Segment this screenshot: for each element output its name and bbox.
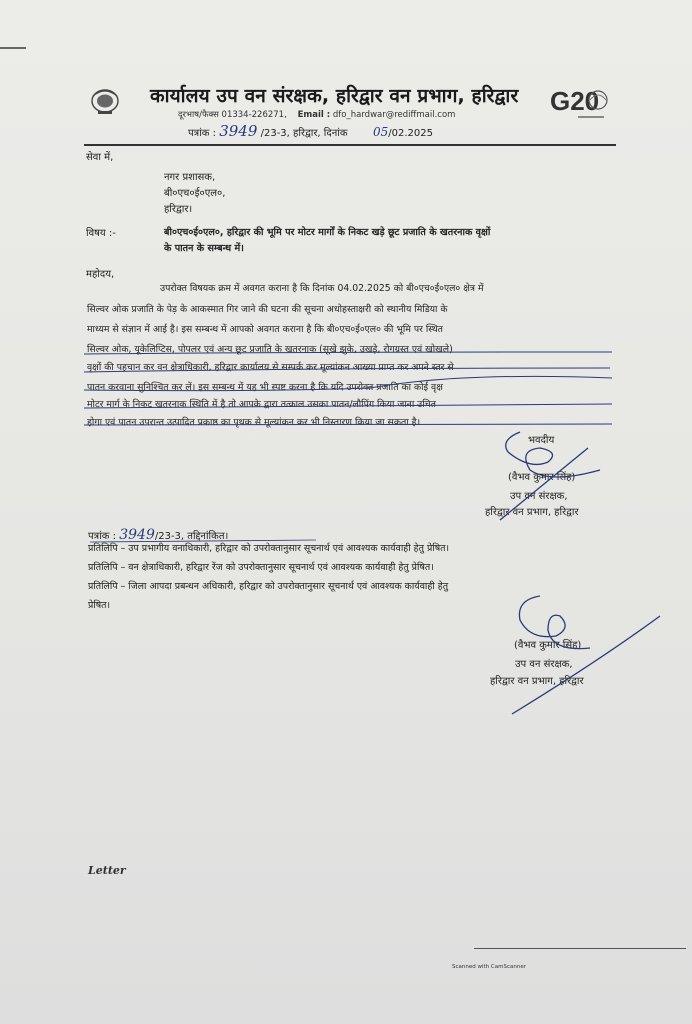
signatory-designation-2: उप वन संरक्षक, (515, 659, 573, 670)
copy-line: प्रतिलिपि – उप प्रभागीय वनाधिकारी, हरिद्वार को उपरोक्तानुसार सूचनार्थ एवं आवश्यक कार्यवाही हेतु प्रेषित। (88, 543, 450, 554)
copy-ref-suffix: /23-3, तद्दिनांकित। (154, 531, 229, 542)
scanner-rule (474, 948, 686, 949)
contact-line (178, 109, 455, 120)
phone-number: 01334-226271, (221, 110, 287, 120)
copy-line: प्रतिलिपि – वन क्षेत्राधिकारी, हरिद्वार रेंज को उपरोक्तानुसार सूचनार्थ एवं आवश्यक कार्यवाही हेतु प्रेषित। (88, 562, 434, 573)
copy-line: प्रेषित। (88, 600, 111, 611)
ref-suffix: /23-3, हरिद्वार, दिनांक (260, 128, 348, 139)
body-line: वृक्षों की पहचान कर वन क्षेत्राधिकारी, हरिद्वार कार्यालय से सम्पर्क कर मूल्यांकन आख्या प्राप्त कर अपने स्तर से (87, 362, 454, 373)
body-line: मोटर मार्ग के निकट खतरनाक स्थिति में है तो आपके द्वारा तत्काल उसका पातन/लौपिंग किया जाना उचित (87, 399, 436, 410)
body-line: सिल्वर ओक, यूकेलिप्टिस, पोपलर एवं अन्य छूट प्रजाति के खतरनाक (सूखे झुके, उखड़े, रोगग्रस्त एवं खोखले) (87, 344, 453, 355)
body-line: माध्यम से संज्ञान में आई है। इस सम्बन्ध में आपको अवगत कराना है कि बी०एच०ई०एल० की भूमि पर स्थित (87, 324, 443, 335)
signatory-name-2: (वैभव कुमार सिंह) (514, 640, 582, 651)
recipient-line: नगर प्रशासक, (164, 172, 216, 183)
salutation-to: सेवा में, (86, 152, 114, 163)
signatory-designation: उप वन संरक्षक, (510, 491, 568, 502)
office-title: कार्यालय उप वन संरक्षक, हरिद्वार वन प्रभाग, हरिद्वार (150, 85, 519, 107)
header-rule (84, 144, 616, 146)
ref-label: पत्रांक : (188, 128, 217, 139)
date-handwritten: 05 (372, 125, 389, 139)
body-line: होगा एवं पातन उपरान्त उत्पादित प्रकाष्ठ का पृथक से मूल्यांकन कर भी निस्तारण किया जा सकता है। (87, 417, 421, 428)
g20-logo (548, 80, 612, 124)
subject-line: बी०एच०ई०एल०, हरिद्वार की भूमि पर मोटर मार्गों के निकट खड़े छूट प्रजाति के खतरनाक वृक्षों (164, 227, 491, 238)
recipient-line: हरिद्वार। (164, 204, 193, 215)
recipient-line: बी०एच०ई०एल०, (164, 188, 226, 199)
signatory-name: (वैभव कुमार सिंह) (508, 472, 576, 483)
copy-ref-number-handwritten: 3949 (119, 527, 155, 543)
subject-label: विषय :- (86, 228, 116, 239)
body-line: पातन करवाना सुनिश्चित कर लें। इस सम्बन्ध में यह भी स्पष्ट करना है कि यदि उपरोक्त प्रजाति का कोई वृक्ष (87, 382, 443, 393)
state-emblem-icon (88, 84, 122, 118)
email-label: Email : (297, 110, 331, 120)
copy-ref-label: पत्रांक : (88, 531, 117, 542)
letter-mark: Letter (88, 864, 126, 877)
body-line: उपरोक्त विषयक क्रम में अवगत कराना है कि दिनांक 04.02.2025 को बी०एच०ई०एल० क्षेत्र में (160, 283, 484, 294)
date-suffix: /02.2025 (388, 128, 433, 139)
signatory-office: हरिद्वार वन प्रभाग, हरिद्वार (485, 507, 579, 518)
signatory-office-2: हरिद्वार वन प्रभाग, हरिद्वार (490, 676, 584, 687)
body-line: सिल्वर ओक प्रजाति के पेड़ के आकस्मात गिर जाने की घटना की सूचना अधोहस्ताक्षरी को स्थानीय मिडिया के (87, 304, 448, 315)
reference-line (188, 122, 433, 140)
g20-logo-text: G20 (550, 86, 600, 116)
subject-line: के पातन के सम्बन्ध में। (164, 243, 244, 254)
greeting: महोदय, (86, 269, 115, 280)
email-address: dfo_hardwar@rediffmail.com (332, 110, 456, 120)
scanner-note: Scanned with CamScanner (452, 964, 526, 970)
ref-number-handwritten: 3949 (219, 122, 258, 140)
closing-bhavdiya: भवदीय (528, 435, 555, 446)
phone-label: दूरभाष/फैक्स (178, 110, 219, 120)
copy-ref-line (88, 528, 228, 542)
scan-edge-mark (0, 47, 26, 49)
copy-line: प्रतिलिपि – जिला आपदा प्रबन्धन अधिकारी, हरिद्वार को उपरोक्तानुसार सूचनार्थ एवं आवश्यक कार्यवाही हेतु (88, 581, 449, 592)
